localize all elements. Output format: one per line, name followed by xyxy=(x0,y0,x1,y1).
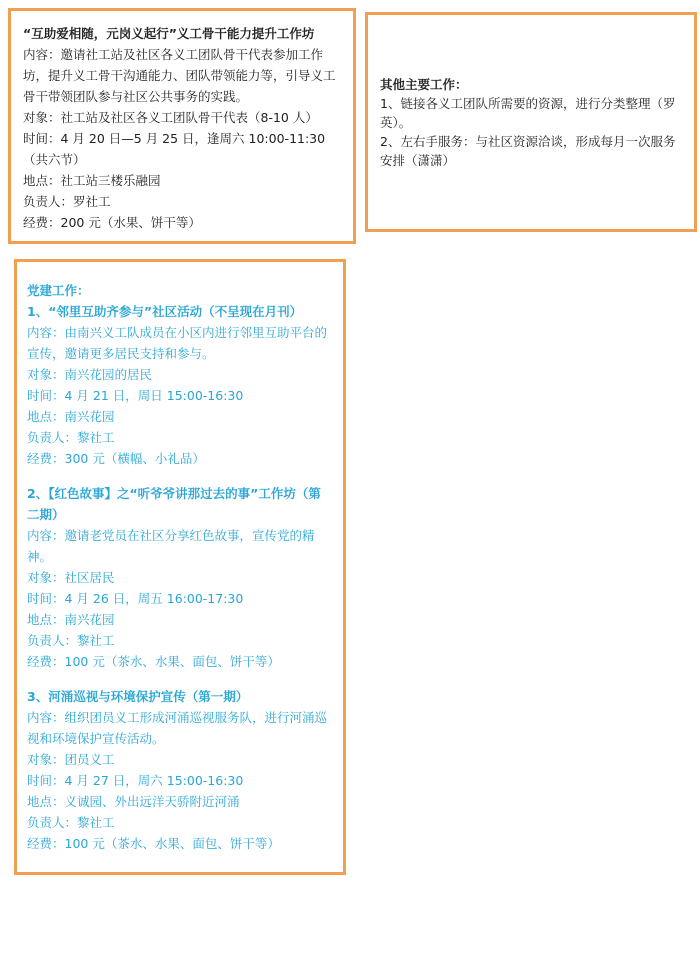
party-work-heading: 党建工作： xyxy=(27,283,90,298)
event-title: 3、河涌巡视与环境保护宣传（第一期） xyxy=(27,689,249,704)
event-audience: 对象：社区居民 xyxy=(27,570,115,585)
event-content: 内容：组织团员义工形成河涌巡视服务队，进行河涌巡视和环境保护宣传活动。 xyxy=(27,710,328,746)
other-work-item-1: 1、链接各义工团队所需要的资源，进行分类整理（罗英）。 xyxy=(380,96,676,130)
event-time: 时间：4 月 26 日，周五 16:00-17:30 xyxy=(27,591,244,606)
event-location: 地点：义诚园、外出远洋天骄附近河涌 xyxy=(27,794,240,809)
party-work-box xyxy=(14,259,346,875)
event-person: 负责人：黎社工 xyxy=(27,815,115,830)
event-location: 地点：南兴花园 xyxy=(27,612,115,627)
workshop-location: 地点：社工站三楼乐融园 xyxy=(23,173,161,188)
event-time: 时间：4 月 21 日，周日 15:00-16:30 xyxy=(27,388,244,403)
other-work-item-2: 2、左右手服务：与社区资源洽谈，形成每月一次服务安排（潇潇） xyxy=(380,134,676,168)
event-title: 2、【红色故事】之“听爷爷讲那过去的事”工作坊（第二期） xyxy=(27,486,321,522)
event-budget: 经费：100 元（茶水、水果、面包、饼干等） xyxy=(27,836,280,851)
section-gap xyxy=(27,672,333,686)
event-budget: 经费：100 元（茶水、水果、面包、饼干等） xyxy=(27,654,280,669)
workshop-person: 负责人：罗社工 xyxy=(23,194,111,209)
event-time: 时间：4 月 27 日，周六 15:00-16:30 xyxy=(27,773,244,788)
workshop-title: “互助爱相随，元岗义起行”义工骨干能力提升工作坊 xyxy=(23,26,315,41)
event-audience: 对象：团员义工 xyxy=(27,752,115,767)
event-person: 负责人：黎社工 xyxy=(27,633,115,648)
event-content: 内容：由南兴义工队成员在小区内进行邻里互助平台的宣传，邀请更多居民支持和参与。 xyxy=(27,325,328,361)
event-audience: 对象：南兴花园的居民 xyxy=(27,367,153,382)
event-location: 地点：南兴花园 xyxy=(27,409,115,424)
other-work-box xyxy=(365,12,697,232)
workshop-content: 内容：邀请社工站及社区各义工团队骨干代表参加工作坊，提升义工骨干沟通能力、团队带领能力等，引导义工骨干带领团队参与社区公共事务的实践。 xyxy=(23,47,336,104)
section-gap xyxy=(27,469,333,483)
workshop-budget: 经费：200 元（水果、饼干等） xyxy=(23,215,201,230)
party-event-2 xyxy=(27,483,333,672)
party-event-3 xyxy=(27,686,333,854)
workshop-box xyxy=(8,8,356,244)
other-work-heading: 其他主要工作： xyxy=(380,77,468,92)
event-budget: 经费：300 元（横幅、小礼品） xyxy=(27,451,205,466)
workshop-time: 时间：4 月 20 日—5 月 25 日，逢周六 10:00-11:30（共六节） xyxy=(23,131,326,167)
party-event-1 xyxy=(27,301,333,469)
event-content: 内容：邀请老党员在社区分享红色故事，宣传党的精神。 xyxy=(27,528,315,564)
event-person: 负责人：黎社工 xyxy=(27,430,115,445)
event-title: 1、“邻里互助齐参与”社区活动（不呈现在月刊） xyxy=(27,304,303,319)
workshop-audience: 对象：社工站及社区各义工团队骨干代表（8-10 人） xyxy=(23,110,318,125)
